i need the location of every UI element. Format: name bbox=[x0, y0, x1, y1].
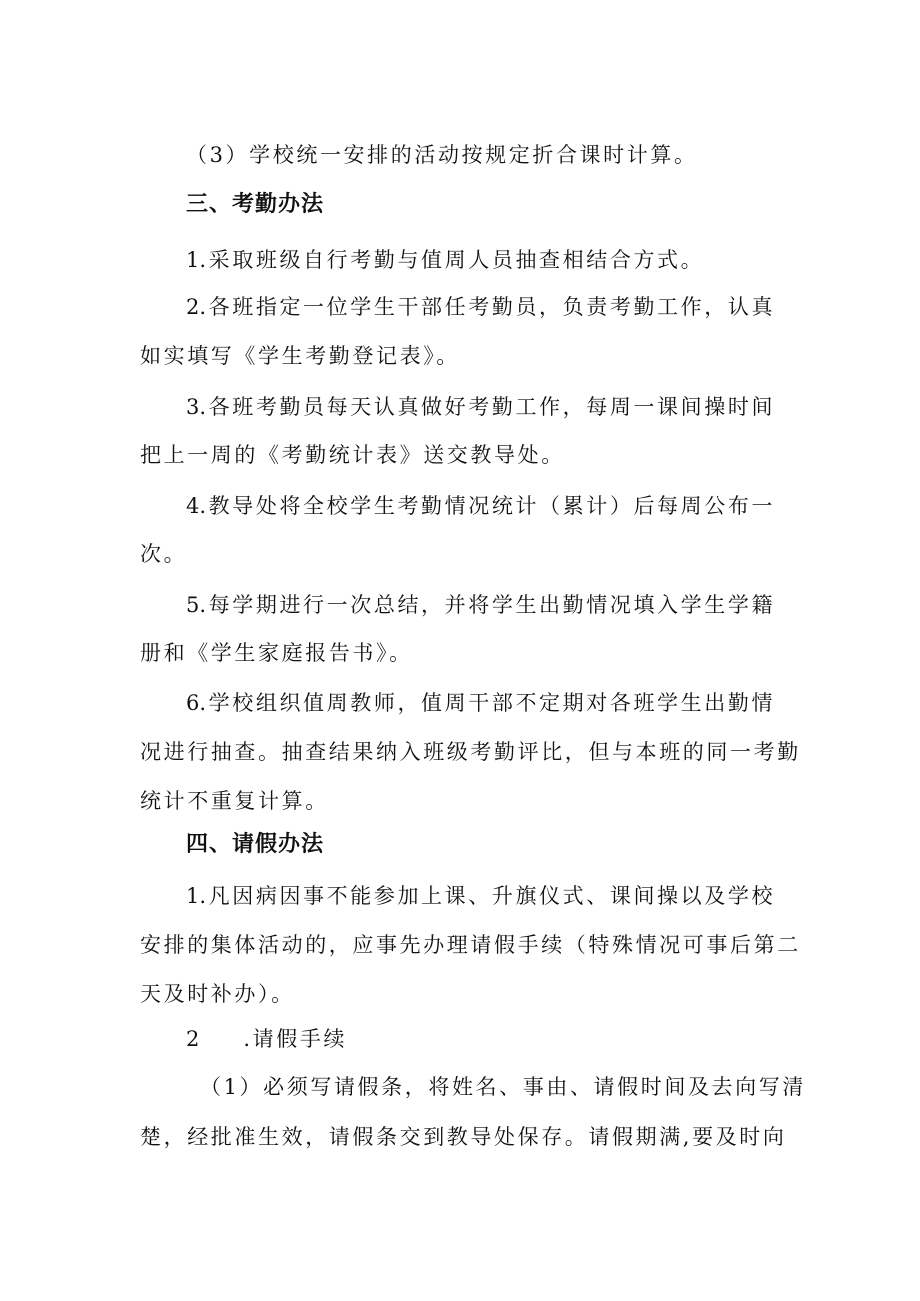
list-item-number: 1 bbox=[186, 248, 200, 272]
list-item bbox=[186, 292, 790, 322]
list-item-number: 1 bbox=[186, 884, 200, 908]
paragraph-line: 次。 bbox=[140, 542, 188, 566]
paragraph-line: 如实填写《学生考勤登记表》。 bbox=[140, 344, 460, 368]
paragraph-line: 册和《学生家庭报告书》。 bbox=[140, 641, 413, 665]
paragraph-line: .教导处将全校学生考勤情况统计（累计）后每周公布一 bbox=[199, 494, 776, 518]
list-item bbox=[186, 491, 790, 521]
paragraph-line: 天及时补办）。 bbox=[140, 982, 295, 1006]
paragraph-line: .采取班级自行考勤与值周人员抽查相结合方式。 bbox=[199, 248, 705, 272]
list-item bbox=[186, 245, 790, 275]
list-item bbox=[186, 1024, 790, 1054]
paragraph-line: .各班考勤员每天认真做好考勤工作，每周一课间操时间 bbox=[199, 395, 776, 419]
paragraph-line: .凡因病因事不能参加上课、升旗仪式、课间操以及学校 bbox=[199, 884, 776, 908]
paragraph-line: （1）必须写请假条，将姓名、事由、请假时间及去向写清 bbox=[200, 1075, 806, 1099]
paragraph-line: （3）学校统一安排的活动按规定折合课时计算。 bbox=[186, 143, 698, 167]
paragraph-line: .请假手续 bbox=[243, 1027, 348, 1051]
list-item bbox=[186, 590, 790, 620]
list-item-number: 3 bbox=[186, 395, 200, 419]
paragraph-line: .每学期进行一次总结，并将学生出勤情况填入学生学籍 bbox=[199, 593, 776, 617]
list-item bbox=[186, 881, 790, 911]
paragraph-line: 安排的集体活动的，应事先办理请假手续（特殊情况可事后第二 bbox=[140, 933, 801, 957]
paragraph-line: 统计不重复计算。 bbox=[140, 789, 329, 813]
paragraph-line: 楚，经批准生效，请假条交到教导处保存。请假期满,要及时向 bbox=[140, 1125, 787, 1149]
list-item-number: 4 bbox=[186, 494, 200, 518]
list-item-number: 2 bbox=[186, 295, 200, 319]
section-heading-attendance: 三、考勤办法 bbox=[186, 192, 325, 217]
list-item bbox=[186, 392, 790, 422]
paragraph-line: .各班指定一位学生干部任考勤员，负责考勤工作，认真 bbox=[199, 295, 776, 319]
list-item-number: 6 bbox=[186, 691, 200, 715]
paragraph-line: 把上一周的《考勤统计表》送交教导处。 bbox=[140, 443, 565, 467]
paragraph-line: 况进行抽查。抽查结果纳入班级考勤评比，但与本班的同一考勤 bbox=[140, 740, 801, 764]
list-item bbox=[186, 688, 790, 718]
list-item-number: 5 bbox=[186, 593, 200, 617]
list-item-number: 2 bbox=[186, 1027, 200, 1051]
paragraph-line: .学校组织值周教师，值周干部不定期对各班学生出勤情 bbox=[199, 691, 776, 715]
section-heading-leave: 四、请假办法 bbox=[186, 832, 325, 857]
